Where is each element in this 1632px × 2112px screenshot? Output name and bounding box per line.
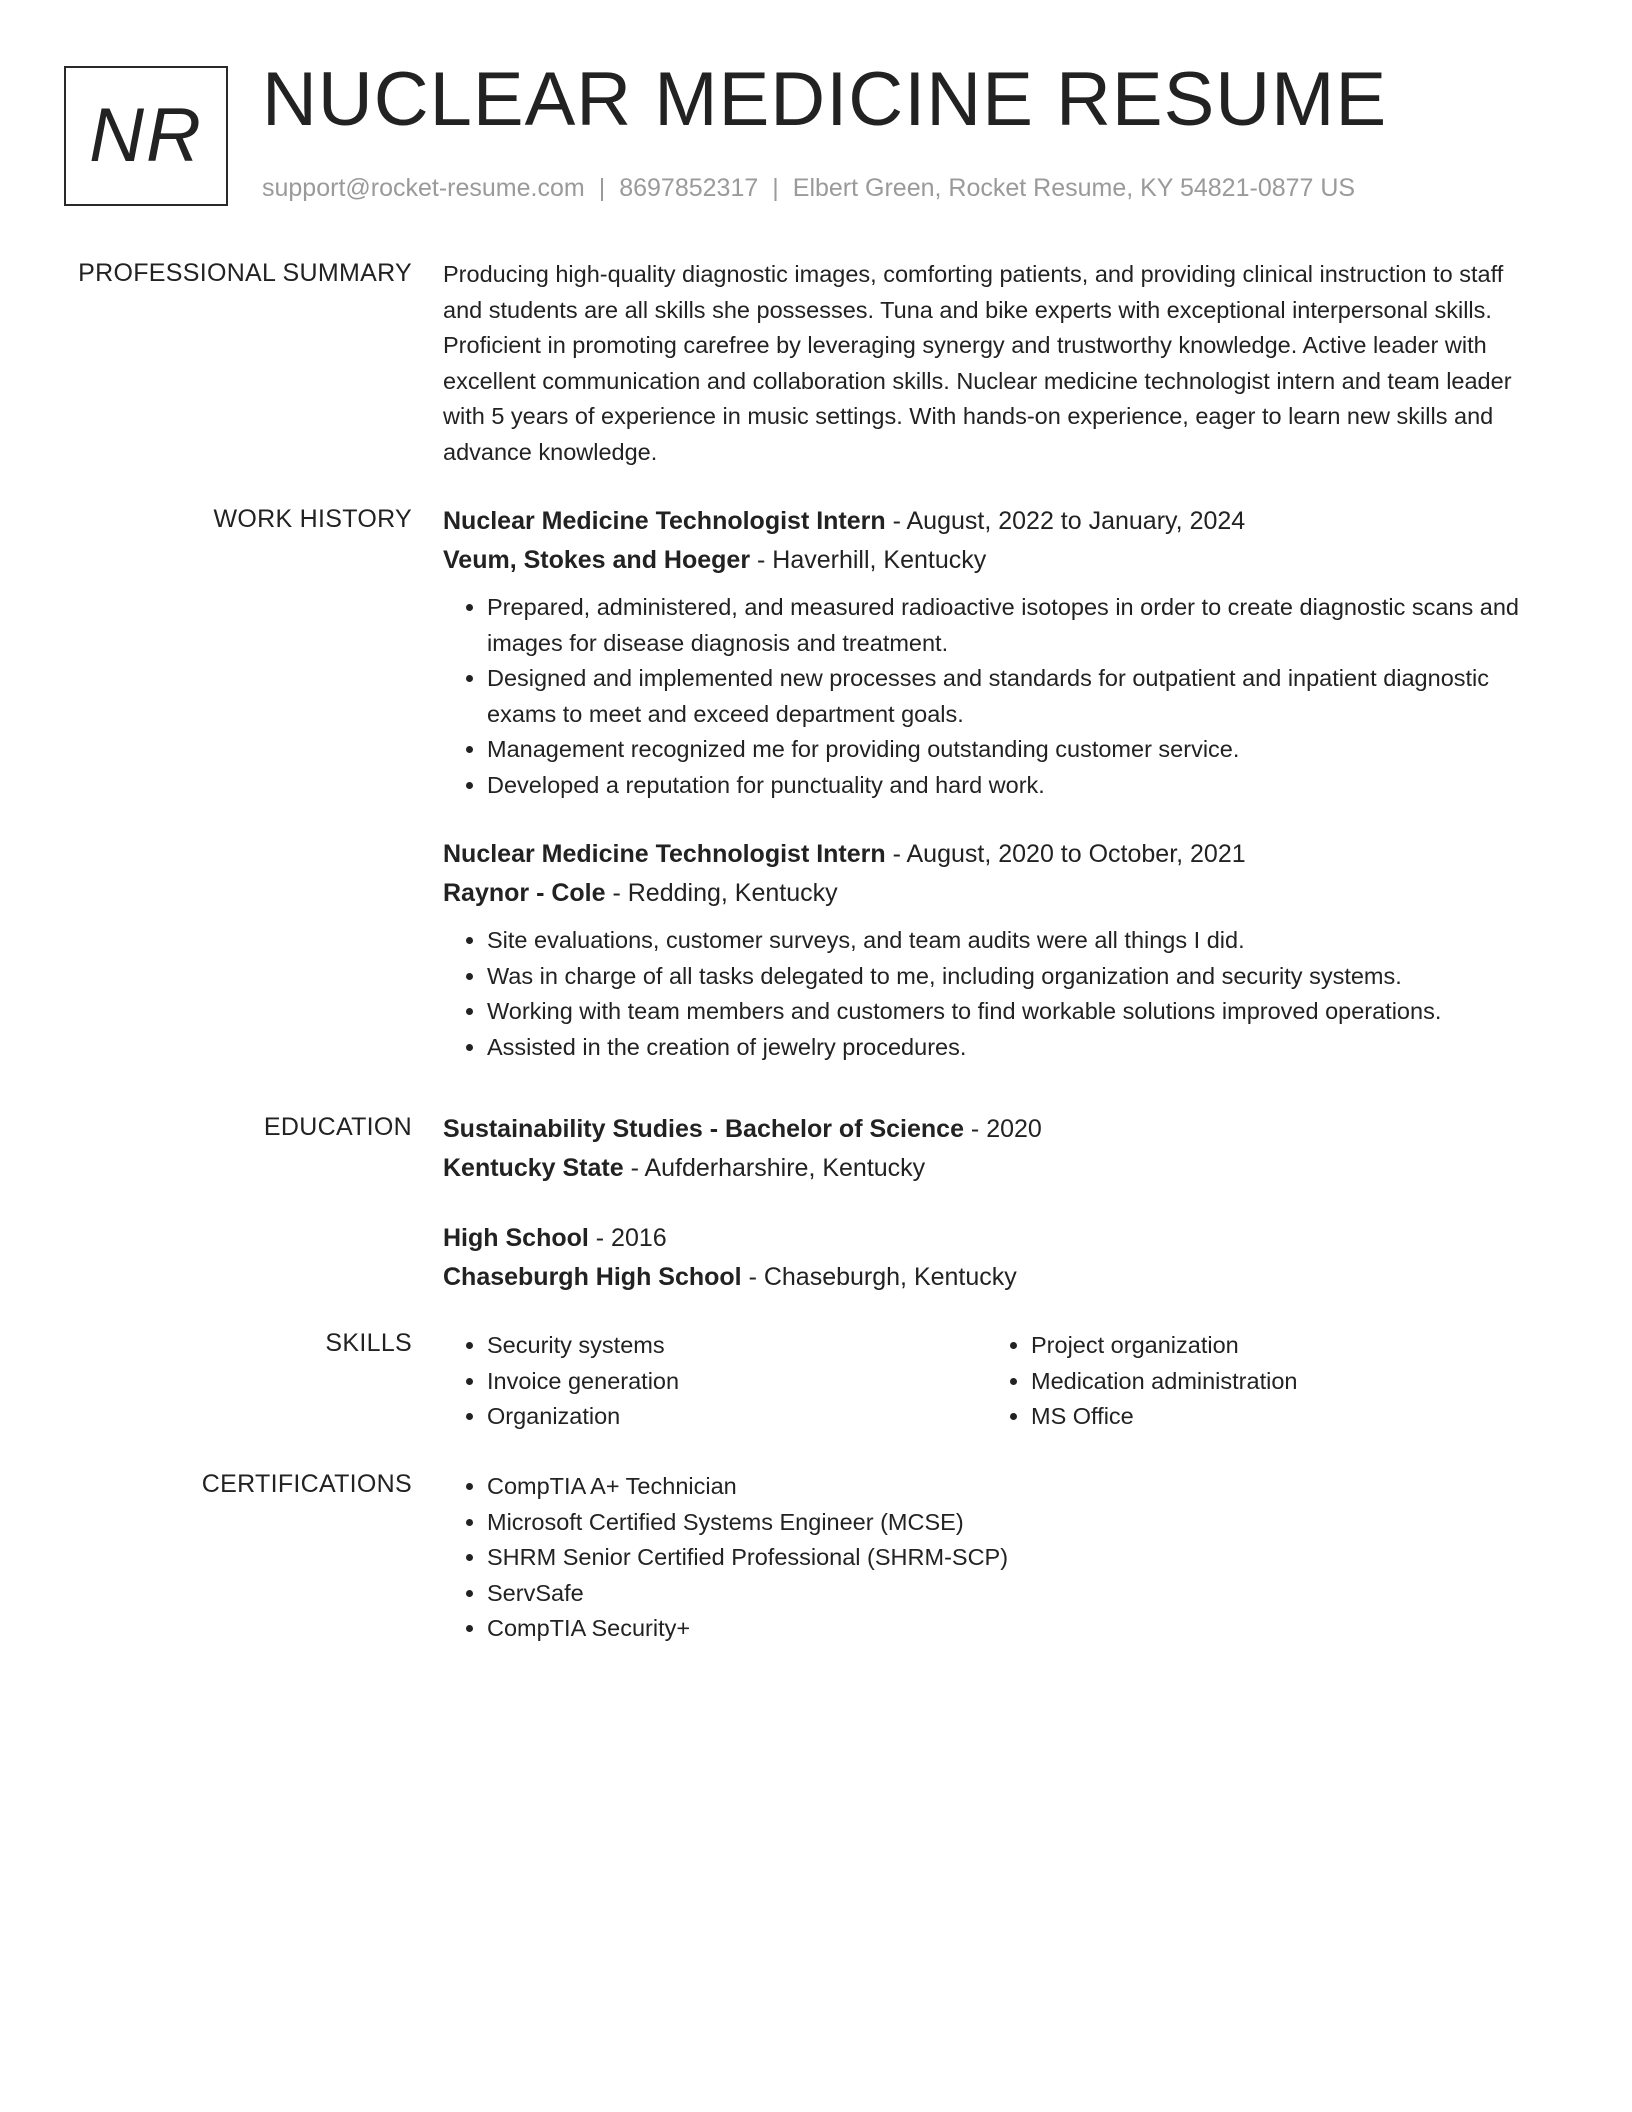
skills-list-right	[987, 1328, 1531, 1435]
job-employer: Raynor - Cole	[443, 879, 606, 907]
education-entry	[443, 1110, 1543, 1188]
contact-address: Elbert Green, Rocket Resume, KY 54821-0877 US	[792, 174, 1356, 202]
monogram-box	[64, 66, 228, 206]
section-label-education: EDUCATION	[263, 1113, 412, 1141]
job-dates: - August, 2022 to January, 2024	[885, 507, 1246, 535]
education-entry	[443, 1219, 1543, 1297]
skills-list-left	[443, 1328, 987, 1435]
education-degree: Sustainability Studies - Bachelor of Science	[443, 1115, 964, 1143]
list-item: • SHRM Senior Certified Professional (SHRM-SCP)	[487, 1540, 1543, 1576]
section-label-skills: SKILLS	[325, 1329, 412, 1357]
job-dates: - August, 2020 to October, 2021	[885, 840, 1246, 868]
list-item: • Organization	[487, 1399, 987, 1435]
list-item: • Site evaluations, customer surveys, and team audits were all things I did.	[487, 923, 1543, 959]
list-item: • Working with team members and customers to find workable solutions improved operations.	[487, 994, 1543, 1030]
summary-body	[443, 257, 1543, 470]
skills-grid	[443, 1328, 1543, 1435]
section-label-work-history: WORK HISTORY	[213, 505, 412, 533]
list-item: • ServSafe	[487, 1576, 1543, 1612]
resume-title: NUCLEAR MEDICINE RESUME	[262, 57, 1388, 142]
list-item: • Developed a reputation for punctuality and hard work.	[487, 768, 1543, 804]
list-item: • CompTIA A+ Technician	[487, 1469, 1543, 1505]
job-title: Nuclear Medicine Technologist Intern	[443, 507, 886, 535]
education-school: Chaseburgh High School	[443, 1263, 742, 1291]
list-item: • CompTIA Security+	[487, 1611, 1543, 1647]
skills-body	[443, 1328, 1543, 1435]
education-degree-line	[443, 1110, 1543, 1149]
list-item: • Invoice generation	[487, 1364, 987, 1400]
list-item: • MS Office	[1031, 1399, 1531, 1435]
job-employer-line	[443, 874, 1543, 913]
job-employer: Veum, Stokes and Hoeger	[443, 546, 751, 574]
list-item: • Microsoft Certified Systems Engineer (MCSE)	[487, 1505, 1543, 1541]
list-item: • Assisted in the creation of jewelry procedures.	[487, 1030, 1543, 1066]
monogram-initials: NR	[89, 93, 203, 178]
job-location: - Haverhill, Kentucky	[750, 546, 987, 574]
job-title-line	[443, 835, 1543, 874]
work-history-body	[443, 502, 1543, 1065]
education-degree-line	[443, 1219, 1543, 1258]
education-location: - Aufderharshire, Kentucky	[623, 1154, 926, 1182]
job-employer-line	[443, 541, 1543, 580]
education-year: - 2016	[588, 1224, 667, 1252]
list-item: • Was in charge of all tasks delegated to me, including organization and security systems.	[487, 959, 1543, 995]
list-item: • Management recognized me for providing outstanding customer service.	[487, 732, 1543, 768]
section-label-certifications: CERTIFICATIONS	[201, 1470, 412, 1498]
education-degree: High School	[443, 1224, 589, 1252]
education-year: - 2020	[963, 1115, 1042, 1143]
contact-email: support@rocket-resume.com	[262, 174, 585, 202]
list-item: • Designed and implemented new processes and standards for outpatient and inpatient diagnostic exams to meet and exceed department goals.	[487, 661, 1543, 732]
list-item: • Medication administration	[1031, 1364, 1531, 1400]
contact-separator: |	[772, 174, 779, 202]
list-item: • Prepared, administered, and measured radioactive isotopes in order to create diagnostic scans and images for disease diagnosis and treatment.	[487, 590, 1543, 661]
education-location: - Chaseburgh, Kentucky	[741, 1263, 1017, 1291]
job-entry	[443, 835, 1543, 1065]
summary-text: Producing high-quality diagnostic images, comforting patients, and providing clinical instruction to staff and students are all skills she possesses. Tuna and bike experts with exceptional interpersonal skills. Proficient in promoting carefree by leveraging synergy and trustworthy knowledge. Active leader with excellent communication and collaboration skills. Nuclear medicine technologist intern and team leader with 5 years of experience in music settings. With hands-on experience, eager to learn new skills and advance knowledge.	[443, 261, 1512, 465]
contact-phone: 8697852317	[619, 174, 759, 202]
list-item: • Project organization	[1031, 1328, 1531, 1364]
education-body	[443, 1110, 1543, 1297]
education-school-line	[443, 1258, 1543, 1297]
job-duties-list	[443, 923, 1543, 1065]
contact-line	[262, 172, 1355, 205]
job-entry	[443, 502, 1543, 803]
list-item: • Security systems	[487, 1328, 987, 1364]
education-school: Kentucky State	[443, 1154, 624, 1182]
section-label-summary: PROFESSIONAL SUMMARY	[78, 259, 412, 287]
certifications-body	[443, 1469, 1543, 1647]
job-duties-list	[443, 590, 1543, 803]
job-title: Nuclear Medicine Technologist Intern	[443, 840, 886, 868]
job-title-line	[443, 502, 1543, 541]
job-location: - Redding, Kentucky	[605, 879, 838, 907]
certifications-list	[443, 1469, 1543, 1647]
contact-separator: |	[598, 174, 606, 202]
education-school-line	[443, 1149, 1543, 1188]
